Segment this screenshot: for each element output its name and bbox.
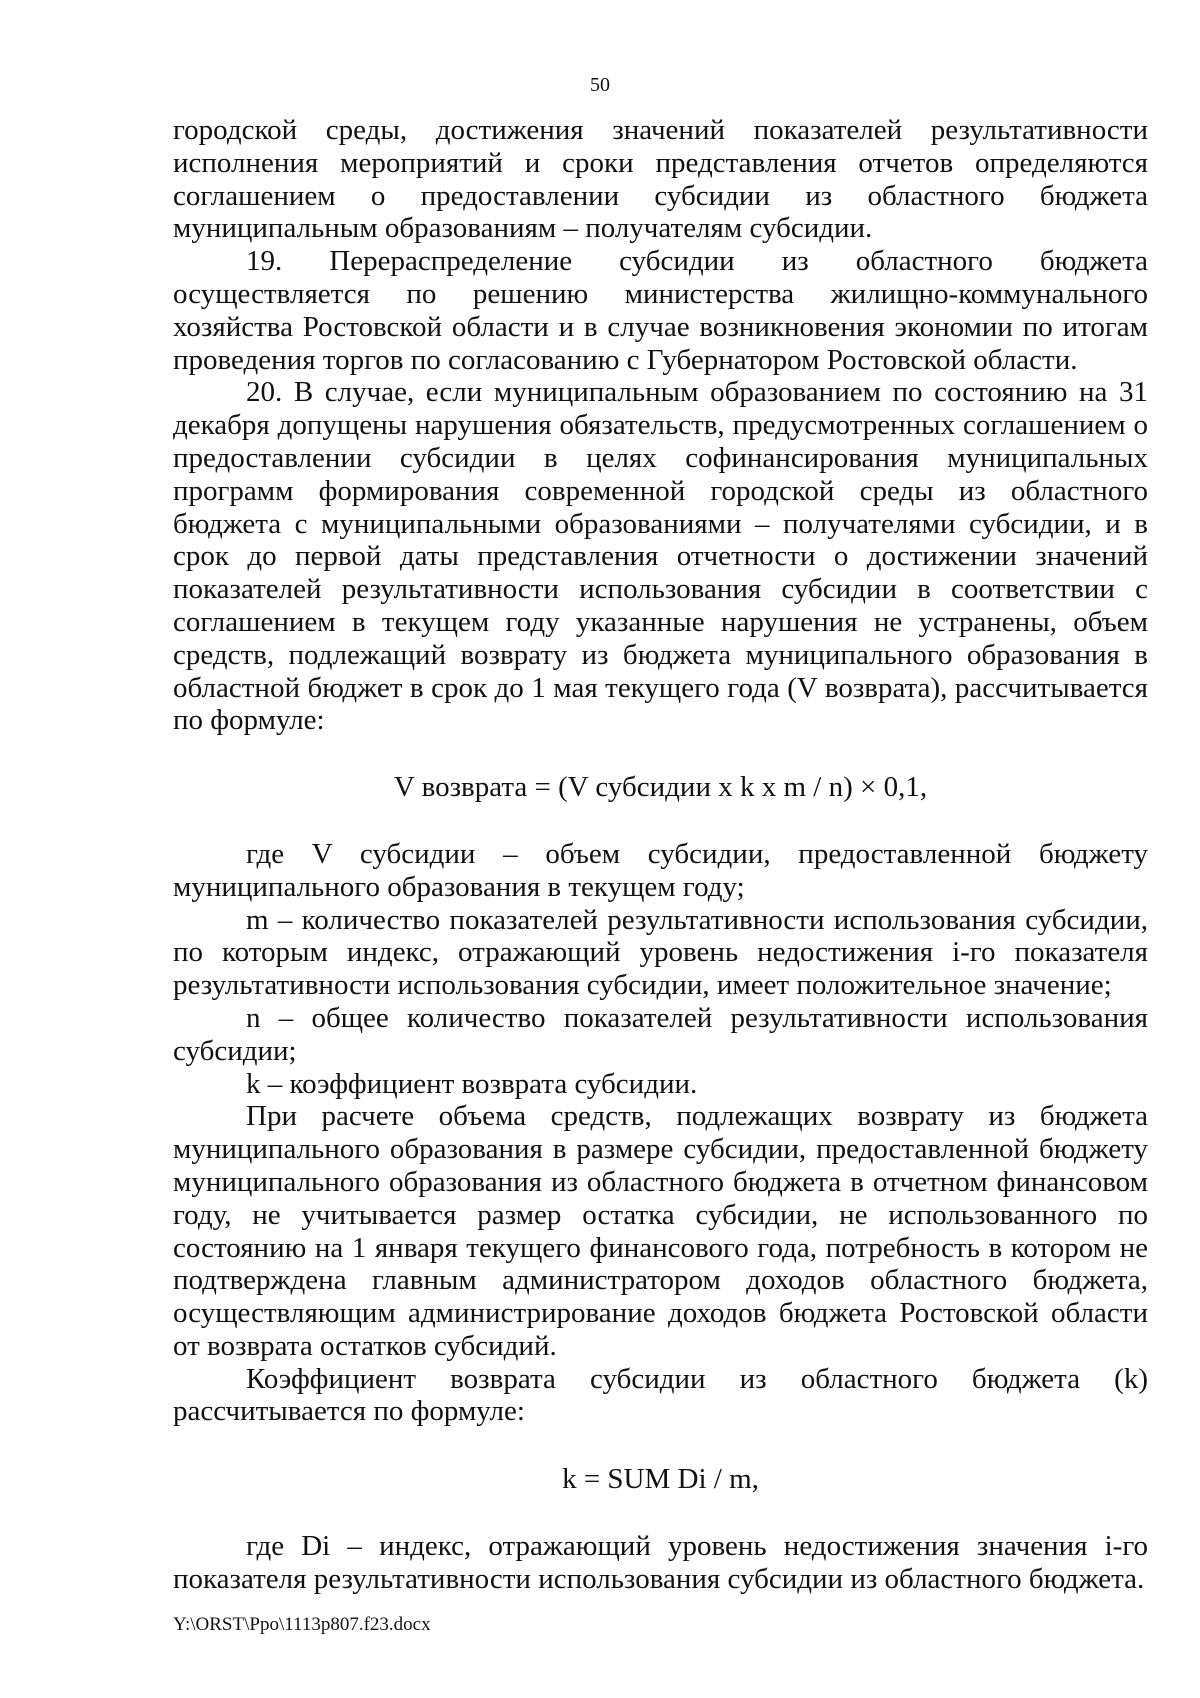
paragraph-calculation-note: При расчете объема средств, подлежащих возврату из бюджета муниципального образования в размере субсидии, предоставленной бюджету муниципального образования из областного бюджета в отчетном финансовом году, не учитывается размер остатка субсидии, не использованного по состоянию на 1 января текущего финансового года, потребность в котором не подтверждена главным администратором доходов областного бюджета, осуществляющим администрирование доходов бюджета Ростовской области от возврата остатков субсидий.	[173, 1100, 1148, 1362]
paragraph-coefficient-intro: Коэффициент возврата субсидии из областного бюджета (k) рассчитывается по формуле:	[173, 1362, 1148, 1428]
definition-m: m – количество показателей результативности использования субсидии, по которым индекс, отражающий уровень недостижения i-го показателя результативности использования субсидии, имеет положительное значение;	[173, 903, 1148, 1002]
formula-k: k = SUM Di / m,	[562, 1463, 759, 1496]
footer-file-path: Y:\ORST\Ppo\1113p807.f23.docx	[173, 1614, 431, 1635]
document-body	[173, 114, 1148, 1596]
definition-n: n – общее количество показателей результативности использования субсидии;	[173, 1001, 1148, 1067]
paragraph-19: 19. Перераспределение субсидии из областного бюджета осуществляется по решению министерства жилищно-коммунального хозяйства Ростовской области и в случае возникновения экономии по итогам проведения торгов по согласованию с Губернатором Ростовской области.	[173, 245, 1148, 376]
page-number: 50	[590, 74, 610, 96]
paragraph-continuation: городской среды, достижения значений показателей результативности исполнения мероприятий и сроки представления отчетов определяются соглашением о предоставлении субсидии из областного бюджета муниципальным образованиям – получателям субсидии.	[173, 114, 1148, 245]
definition-v-subsidy: где V субсидии – объем субсидии, предоставленной бюджету муниципального образования в текущем году;	[173, 837, 1148, 903]
paragraph-20: 20. В случае, если муниципальным образованием по состоянию на 31 декабря допущены нарушения обязательств, предусмотренных соглашением о предоставлении субсидии в целях софинансирования муниципальных программ формирования современной городской среды из областного бюджета с муниципальными образованиями – получателями субсидии, и в срок до первой даты представления отчетности о достижении значений показателей результативности использования субсидии в соответствии с соглашением в текущем году указанные нарушения не устранены, объем средств, подлежащий возврату из бюджета муниципального образования в областной бюджет в срок до 1 мая текущего года (V возврата), рассчитывается по формуле:	[173, 376, 1148, 737]
definition-k: k – коэффициент возврата субсидии.	[246, 1067, 698, 1100]
formula-v-return: V возврата = (V субсидии x k x m / n) × 0,1,	[393, 771, 928, 804]
definition-di: где Di – индекс, отражающий уровень недостижения значения i-го показателя результативности использования субсидии из областного бюджета.	[173, 1530, 1148, 1595]
